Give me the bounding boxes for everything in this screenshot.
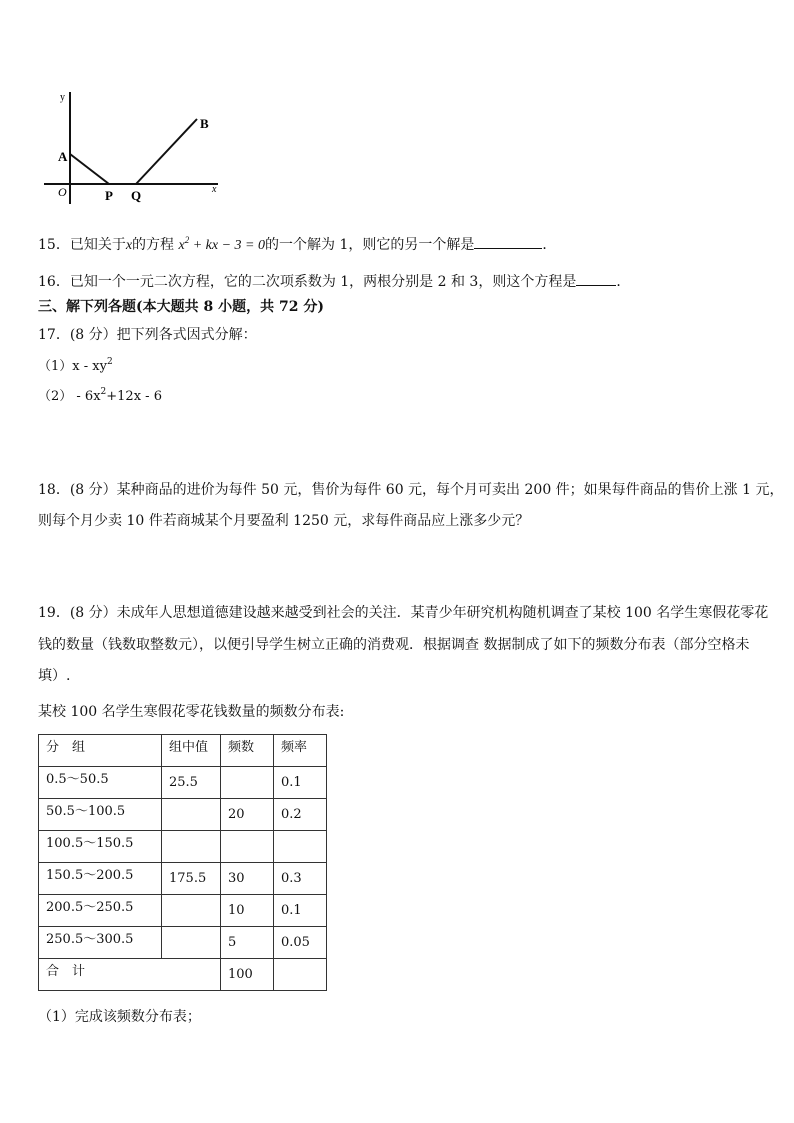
y-axis-label: y xyxy=(60,92,65,103)
table-cell: 0.2 xyxy=(274,799,327,831)
x-axis-label: x xyxy=(212,184,217,195)
table-cell: 0.1 xyxy=(274,895,327,927)
table-row xyxy=(39,863,327,895)
section-3-title: 三、解下列各题(本大题共 8 小题，共 72 分) xyxy=(38,299,324,315)
table-cell: 50.5～100.5 xyxy=(39,799,162,831)
table-cell xyxy=(162,927,221,959)
q16-answer-blank[interactable] xyxy=(576,273,616,286)
q15-equation: $x^2$ + kx − 3 = 0 xyxy=(178,235,265,253)
table-cell: 0.1 xyxy=(274,767,327,799)
q17-part-2-a: （2） - 6x xyxy=(38,389,101,404)
header-cell: 组中值 xyxy=(162,735,221,767)
q15-answer-blank[interactable] xyxy=(474,236,542,249)
question-16 xyxy=(38,271,630,291)
point-b-label: B xyxy=(200,116,209,131)
point-q-label: Q xyxy=(131,188,142,203)
q17-part-1-exponent: 2 xyxy=(106,357,113,367)
q15-end: ． xyxy=(542,237,557,253)
table-cell xyxy=(162,831,221,863)
point-a-label: A xyxy=(58,149,68,164)
q17-part-1 xyxy=(38,355,113,374)
table-cell: 30 xyxy=(221,863,274,895)
table-cell: 20 xyxy=(221,799,274,831)
q15-mid: 的方程 xyxy=(132,237,175,253)
q15-equation-rest: + kx − 3 = 0 xyxy=(192,238,265,253)
q17-part-1-text: （1）x - xy xyxy=(38,359,107,374)
table-cell: 200.5～250.5 xyxy=(39,895,162,927)
table-row xyxy=(39,767,327,799)
table-cell: 100.5～150.5 xyxy=(39,831,162,863)
table-cell xyxy=(274,831,327,863)
q16-text: 16．已知一个一元二次方程，它的二次项系数为 1，两根分别是 2 和 3，则这个方程是 xyxy=(38,274,577,290)
point-p-label: P xyxy=(105,188,113,203)
q16-end: ． xyxy=(616,274,631,290)
q15-prefix: 15．已知关于 xyxy=(38,237,126,253)
question-19-part-1: （1）完成该频数分布表； xyxy=(38,1009,201,1025)
q15-variable: x xyxy=(125,238,133,253)
header-cell: 频率 xyxy=(274,735,327,767)
q17-part-2 xyxy=(38,385,162,404)
table-row xyxy=(39,831,327,863)
total-rate-cell xyxy=(274,959,327,991)
question-18-line-2: 则每个月少卖 10 件若商城某个月要盈利 1250 元，求每件商品应上涨多少元？ xyxy=(38,513,530,529)
table-cell: 0.05 xyxy=(274,927,327,959)
table-cell: 150.5～200.5 xyxy=(39,863,162,895)
table-cell: 175.5 xyxy=(162,863,221,895)
frequency-table xyxy=(38,734,327,991)
question-18-line-1: 18．(8 分）某种商品的进价为每件 50 元，售价为每件 60 元，每个月可卖出 200 件；如果每件商品的售价上涨 1 元， xyxy=(38,482,784,498)
question-19-line-1: 19．(8 分）未成年人思想道德建设越来越受到社会的关注．某青少年研究机构随机调查了某校 100 名学生寒假花零花 xyxy=(38,605,769,621)
question-19-line-2: 钱的数量（钱数取整数元），以便引导学生树立正确的消费观．根据调查 数据制成了如下的频数分布表（部分空格未 xyxy=(38,637,750,653)
header-cell: 频数 xyxy=(221,735,274,767)
q17-part-2-exponent: 2 xyxy=(100,387,107,397)
table-cell: 0.5～50.5 xyxy=(39,767,162,799)
table-cell xyxy=(221,767,274,799)
table-cell xyxy=(221,831,274,863)
question-19-line-3: 填）. xyxy=(38,668,71,684)
table-cell: 5 xyxy=(221,927,274,959)
question-17-stem: 17．(8 分）把下列各式因式分解： xyxy=(38,327,257,343)
table-row xyxy=(39,799,327,831)
table-cell: 25.5 xyxy=(162,767,221,799)
table-row xyxy=(39,927,327,959)
table-total-row xyxy=(39,959,327,991)
segment-qb xyxy=(136,119,197,184)
table-cell xyxy=(162,895,221,927)
table-title: 某校 100 名学生寒假花零花钱数量的频数分布表: xyxy=(38,704,345,720)
q17-part-2-b: +12x - 6 xyxy=(106,389,162,404)
segment-ap xyxy=(70,154,109,184)
total-count-cell: 100 xyxy=(221,959,274,991)
question-15 xyxy=(38,234,556,254)
table-cell: 10 xyxy=(221,895,274,927)
coordinate-figure xyxy=(40,86,230,206)
q15-suffix: 的一个解为 1，则它的另一个解是 xyxy=(265,237,475,253)
table-cell: 250.5～300.5 xyxy=(39,927,162,959)
table-header-row xyxy=(39,735,327,767)
table-cell: 0.3 xyxy=(274,863,327,895)
table-row xyxy=(39,895,327,927)
total-label-cell: 合 计 xyxy=(39,959,221,991)
table-cell xyxy=(162,799,221,831)
origin-label: O xyxy=(58,185,67,199)
header-cell: 分 组 xyxy=(39,735,162,767)
